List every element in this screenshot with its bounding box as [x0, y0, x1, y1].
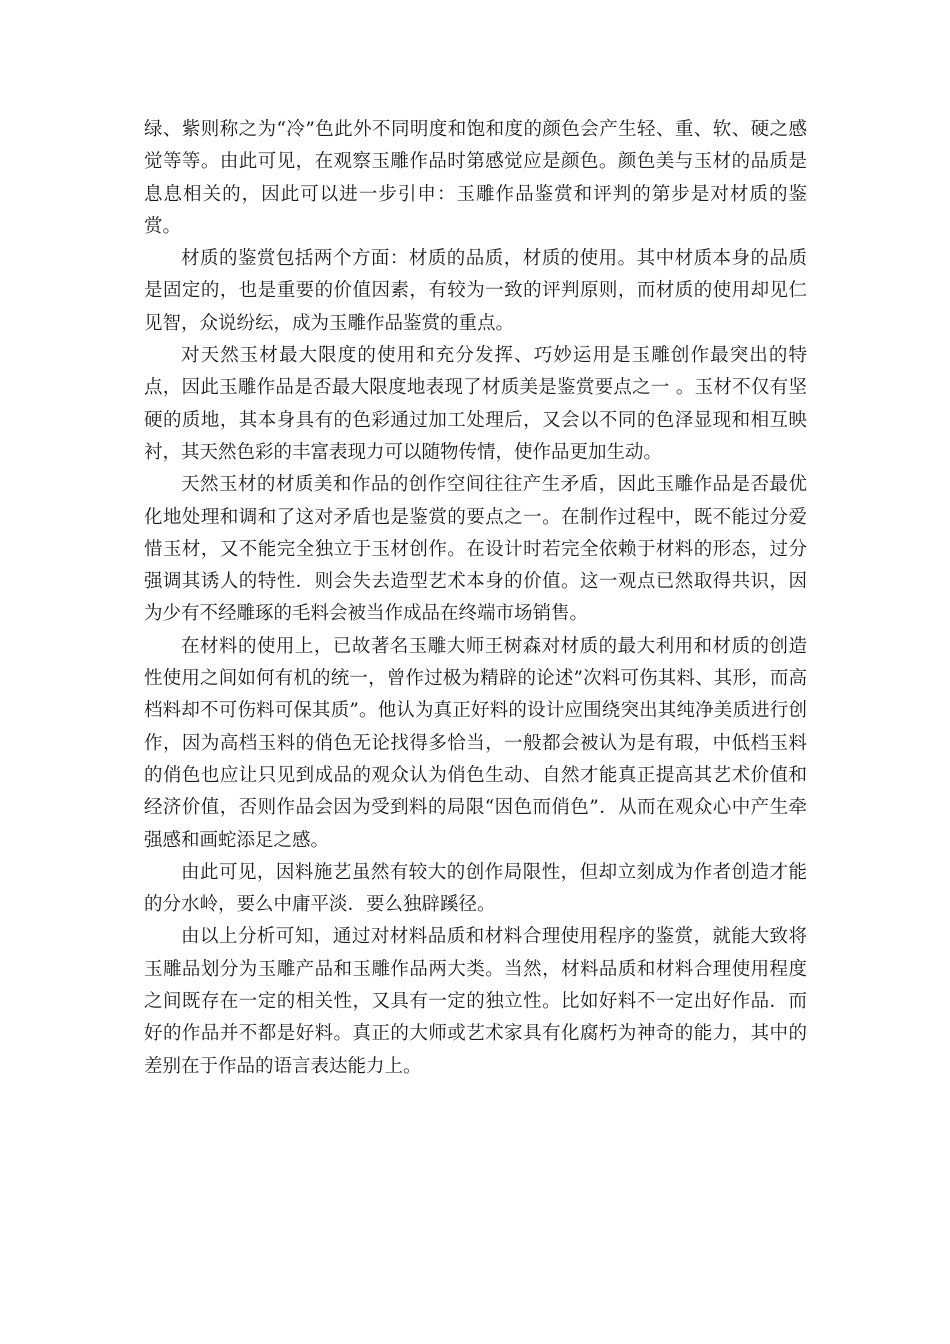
- paragraph-7: 由以上分析可知，通过对材料品质和材料合理使用程序的鉴赏，就能大致将玉雕品划分为玉雕产品和玉雕作品两大类。当然，材料品质和材料合理使用程度之间既存在一定的相关性，又具有一定的独立性。比如好料不一定出好作品．而好的作品并不都是好料。真正的大师或艺术家具有化腐朽为神奇的能力，其中的差别在于作品的语言表达能力上。: [144, 926, 807, 1077]
- paragraph-3: 对天然玉材最大限度的使用和充分发挥、巧妙运用是玉雕创作最突出的特点，因此玉雕作品是否最大限度地表现了材质美是鉴赏要点之一 。玉材不仅有坚硬的质地，其本身具有的色彩通过加工处理后，又会以不同的色泽显现和相互映衬，其天然色彩的丰富表现力可以随物传情，使作品更加生动。: [144, 345, 807, 463]
- paragraph-4: 天然玉材的材质美和作品的创作空间往往产生矛盾，因此玉雕作品是否最优化地处理和调和了这对矛盾也是鉴赏的要点之一。在制作过程中，既不能过分爱惜玉材，又不能完全独立于玉材创作。在设计时若完全依赖于材料的形态，过分强调其诱人的特性．则会失去造型艺术本身的价值。这一观点已然取得共识，因为少有不经雕琢的毛料会被当作成品在终端市场销售。: [144, 474, 807, 625]
- paragraph-2: 材质的鉴赏包括两个方面：材质的品质，材质的使用。其中材质本身的品质是固定的，也是重要的价值因素，有较为一致的评判原则，而材质的使用却见仁见智，众说纷纭，成为玉雕作品鉴赏的重点。: [144, 248, 807, 334]
- paragraph-5: 在材料的使用上，已故著名玉雕大师王树森对材质的最大利用和材质的创造性使用之间如何有机的统一，曾作过极为精辟的论述”次料可伤其料、其形，而高档料却不可伤料可保其质”。他认为真正好料的设计应围绕突出其纯净美质进行创作，因为高档玉料的俏色无论找得多恰当，一般都会被认为是有瑕，中低档玉料的俏色也应让只见到成品的观众认为俏色生动、自然才能真正提高其艺术价值和经济价值，否则作品会因为受到料的局限“因色而俏色”．从而在观众心中产生牵强感和画蛇添足之感。: [144, 635, 807, 851]
- document-body: [144, 114, 807, 1083]
- paragraph-1: 绿、紫则称之为“冷”色此外不同明度和饱和度的颜色会产生轻、重、软、硬之感觉等等。由此可见，在观察玉雕作品时第感觉应是颜色。颜色美与玉材的品质是息息相关的，因此可以进一步引申：玉雕作品鉴赏和评判的第步是对材质的鉴赏。: [144, 119, 807, 237]
- paragraph-6: 由此可见，因料施艺虽然有较大的创作局限性，但却立刻成为作者创造才能的分水岭，要么中庸平淡．要么独辟蹊径。: [144, 861, 807, 916]
